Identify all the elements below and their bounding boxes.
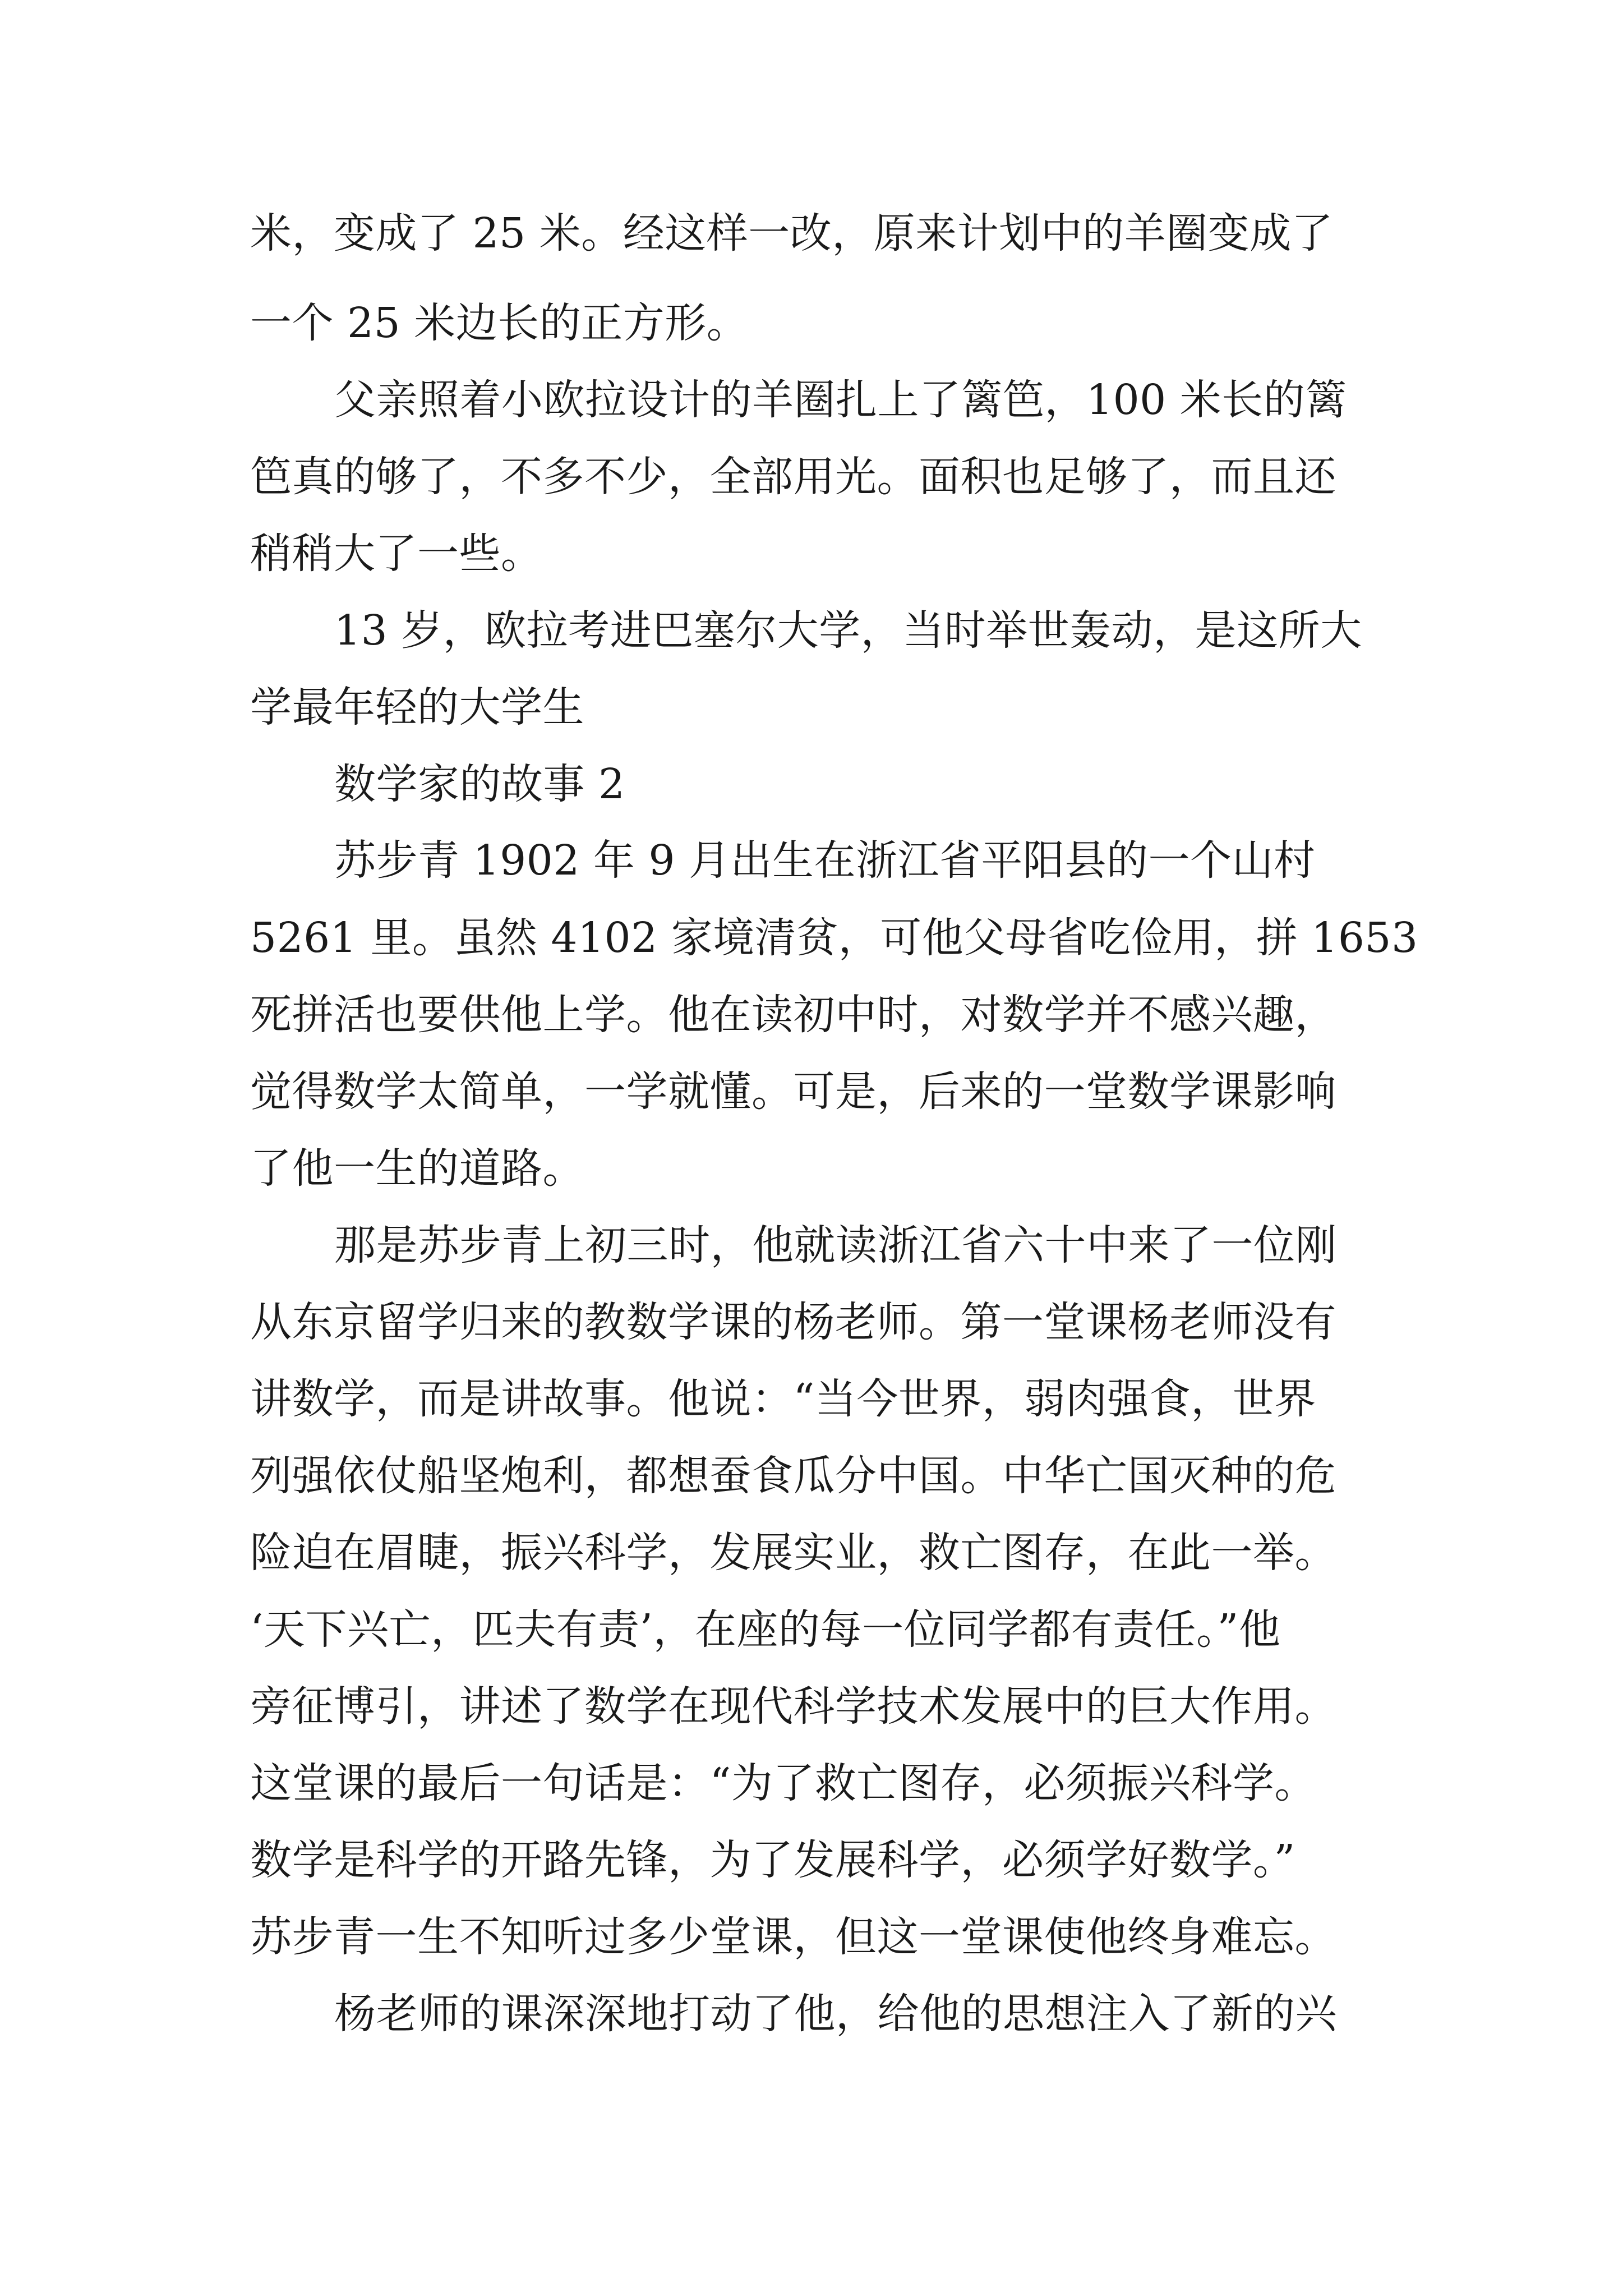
text-line: 数学是科学的开路先锋，为了发展科学，必须学好数学。” — [250, 1836, 1295, 1884]
text-line: 笆真的够了，不多不少，全部用光。面积也足够了，而且还 — [250, 453, 1336, 501]
text-line: 列强依仗船坚炮利，都想蚕食瓜分中国。中华亡国灭种的危 — [250, 1452, 1336, 1500]
text-line: 从东京留学归来的教数学课的杨老师。第一堂课杨老师没有 — [250, 1298, 1336, 1346]
text-line: 稍稍大了一些。 — [250, 530, 543, 578]
text-line: 了他一生的道路。 — [250, 1144, 584, 1193]
text-line: 觉得数学太简单，一学就懂。可是，后来的一堂数学课影响 — [250, 1068, 1336, 1116]
section-heading: 数学家的故事 2 — [334, 760, 625, 808]
text-line: 讲数学，而是讲故事。他说：“当今世界，弱肉强食，世界 — [250, 1375, 1316, 1423]
paragraph-first-line: 苏步青 1902 年 9 月出生在浙江省平阳县的一个山村 — [334, 836, 1316, 885]
text-line: 死拼活也要供他上学。他在读初中时，对数学并不感兴趣， — [250, 991, 1336, 1039]
paragraph-first-line: 13 岁，欧拉考进巴塞尔大学，当时举世轰动，是这所大 — [334, 606, 1362, 655]
text-line: 学最年轻的大学生 — [250, 683, 584, 731]
paragraph-first-line: 杨老师的课深深地打动了他，给他的思想注入了新的兴 — [334, 1990, 1337, 2038]
text-line: ‘天下兴亡，匹夫有责’，在座的每一位同学都有责任。”他 — [250, 1605, 1281, 1654]
paragraph-first-line: 父亲照着小欧拉设计的羊圈扎上了篱笆，100 米长的篱 — [334, 376, 1347, 424]
text-line: 一个 25 米边长的正方形。 — [250, 299, 749, 347]
text-line: 险迫在眉睫，振兴科学，发展实业，救亡图存，在此一举。 — [250, 1529, 1336, 1577]
text-line: 苏步青一生不知听过多少堂课，但这一堂课使他终身难忘。 — [250, 1913, 1336, 1961]
paragraph-first-line: 那是苏步青上初三时，他就读浙江省六十中来了一位刚 — [334, 1221, 1337, 1269]
text-line: 米，变成了 25 米。经这样一改，原来计划中的羊圈变成了 — [250, 209, 1334, 257]
text-line: 这堂课的最后一句话是：“为了救亡图存，必须振兴科学。 — [250, 1759, 1316, 1807]
text-line: 5261 里。虽然 4102 家境清贫，可他父母省吃俭用，拼 1653 — [250, 914, 1418, 962]
text-line: 旁征博引，讲述了数学在现代科学技术发展中的巨大作用。 — [250, 1682, 1336, 1731]
